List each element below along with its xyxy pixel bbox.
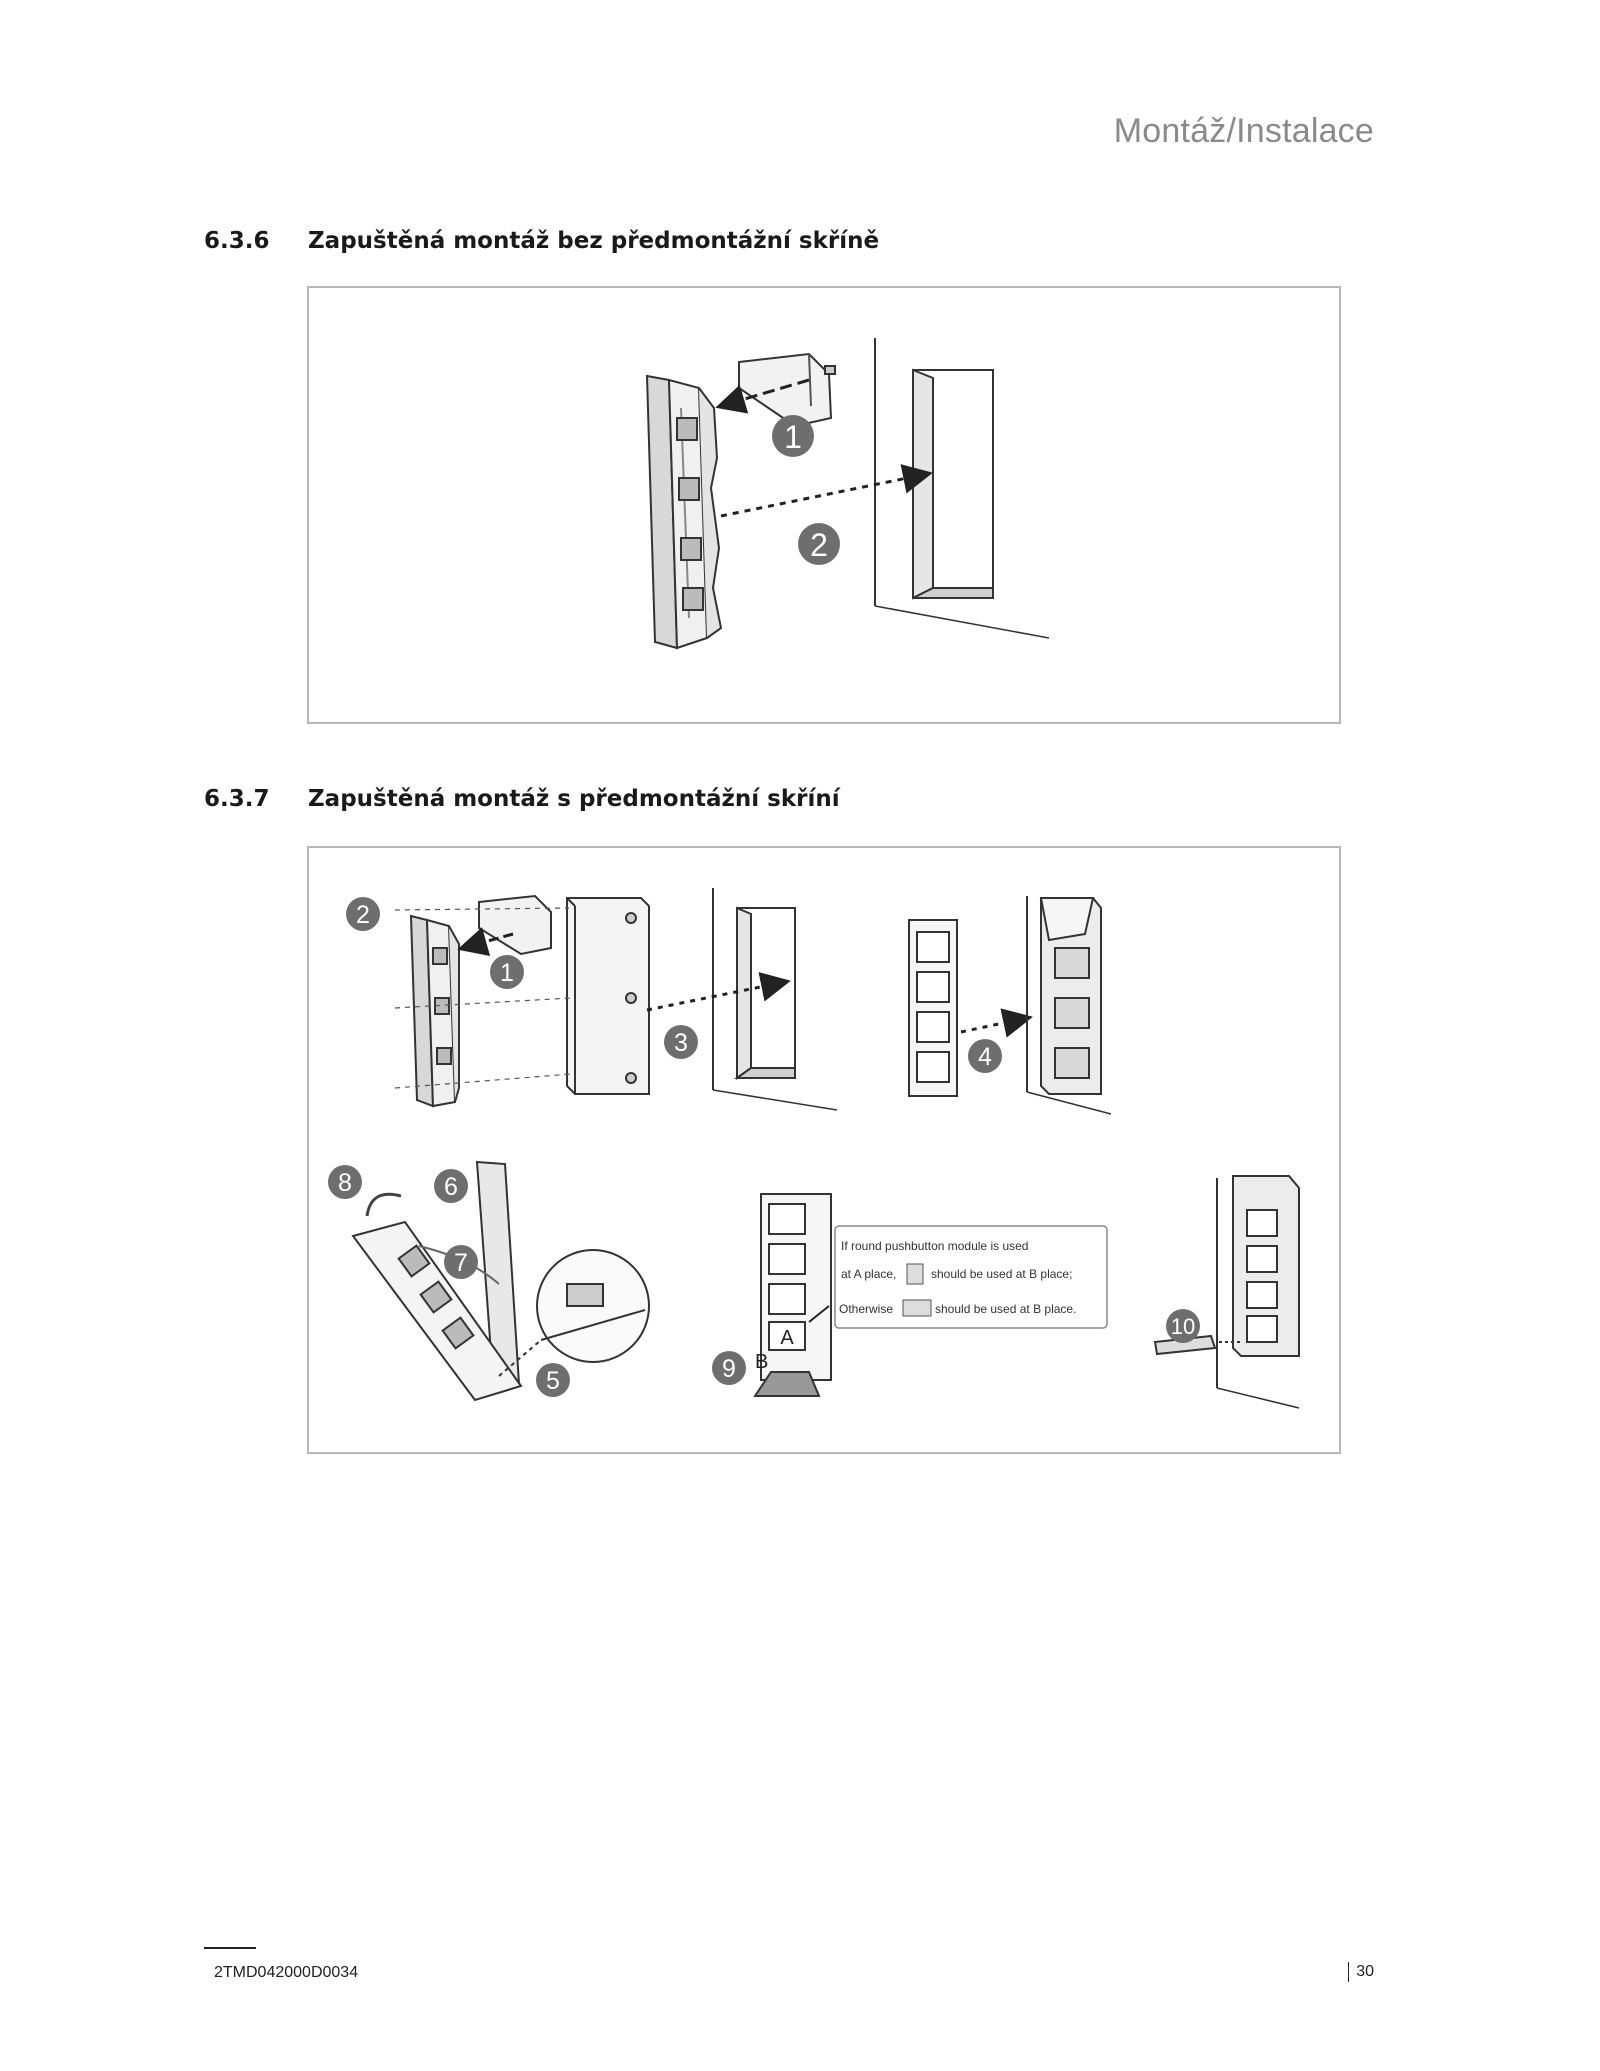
step-marker-1 xyxy=(490,955,524,989)
arrow-box-to-recess xyxy=(721,474,927,516)
svg-text:2: 2 xyxy=(356,901,370,929)
svg-text:should be used at B place.: should be used at B place. xyxy=(935,1302,1077,1316)
svg-text:6: 6 xyxy=(444,1173,458,1201)
svg-text:7: 7 xyxy=(454,1249,468,1277)
connector-detail-zoom xyxy=(499,1250,649,1376)
page-number: 30 xyxy=(1348,1962,1374,1982)
footer-rule xyxy=(204,1947,256,1949)
slot-b-label: B xyxy=(755,1351,769,1373)
figure-flush-mount-with-box xyxy=(307,846,1341,1454)
back-box-illustration xyxy=(647,376,721,648)
section-title: Zapuštěná montáž bez předmontážní skříně xyxy=(308,228,880,254)
step-marker-8 xyxy=(328,1165,362,1199)
svg-text:9: 9 xyxy=(722,1355,736,1383)
step-marker-4 xyxy=(968,1039,1002,1073)
arrow-frame-to-wall xyxy=(961,1018,1027,1032)
step-marker-7 xyxy=(444,1245,478,1279)
svg-text:3: 3 xyxy=(674,1029,688,1057)
final-unit-illustration xyxy=(1155,1176,1299,1408)
slot-a-label: A xyxy=(780,1327,794,1349)
mounted-unit-illustration xyxy=(1027,896,1111,1114)
rain-hood-illustration xyxy=(739,354,835,426)
step-marker-10 xyxy=(1166,1309,1200,1343)
back-box-illustration xyxy=(411,916,459,1106)
section-heading-6-3-6 xyxy=(204,228,879,254)
document-id: 2TMD042000D0034 xyxy=(214,1964,359,1981)
svg-text:10: 10 xyxy=(1170,1314,1196,1339)
svg-text:should be used at B place;: should be used at B place; xyxy=(931,1267,1073,1281)
svg-text:1: 1 xyxy=(500,959,514,987)
svg-text:1: 1 xyxy=(784,419,802,455)
module-frame-illustration xyxy=(909,920,957,1096)
section-number: 6.3.7 xyxy=(204,786,270,812)
pre-mount-box-illustration xyxy=(567,898,649,1094)
step-marker-5 xyxy=(536,1363,570,1397)
figure-flush-mount-without-box xyxy=(307,286,1341,724)
section-title: Zapuštěná montáž s předmontážní skříní xyxy=(308,786,840,812)
svg-text:Otherwise: Otherwise xyxy=(839,1302,894,1316)
svg-text:2: 2 xyxy=(810,527,828,563)
svg-text:8: 8 xyxy=(338,1169,352,1197)
step-marker-3 xyxy=(664,1025,698,1059)
step-marker-2 xyxy=(346,897,380,931)
step-marker-9 xyxy=(712,1351,746,1385)
section-number: 6.3.6 xyxy=(204,228,270,254)
wall-recess-illustration xyxy=(713,888,837,1110)
step-marker-1 xyxy=(772,415,814,457)
rain-hood-illustration xyxy=(479,896,551,954)
section-heading-6-3-7 xyxy=(204,786,840,812)
pushbutton-note-callout xyxy=(835,1226,1107,1328)
svg-text:If round pushbutton module is: If round pushbutton module is used xyxy=(841,1239,1029,1253)
label-module-illustration xyxy=(755,1194,831,1396)
svg-text:4: 4 xyxy=(978,1043,992,1071)
wall-recess-illustration xyxy=(875,338,1049,638)
svg-text:5: 5 xyxy=(546,1367,560,1395)
step-marker-6 xyxy=(434,1169,468,1203)
front-panel-hinge-illustration xyxy=(353,1162,521,1400)
page-header-title: Montáž/Instalace xyxy=(1113,112,1374,150)
step-marker-2 xyxy=(798,523,840,565)
svg-text:at A place,: at A place, xyxy=(841,1267,897,1281)
